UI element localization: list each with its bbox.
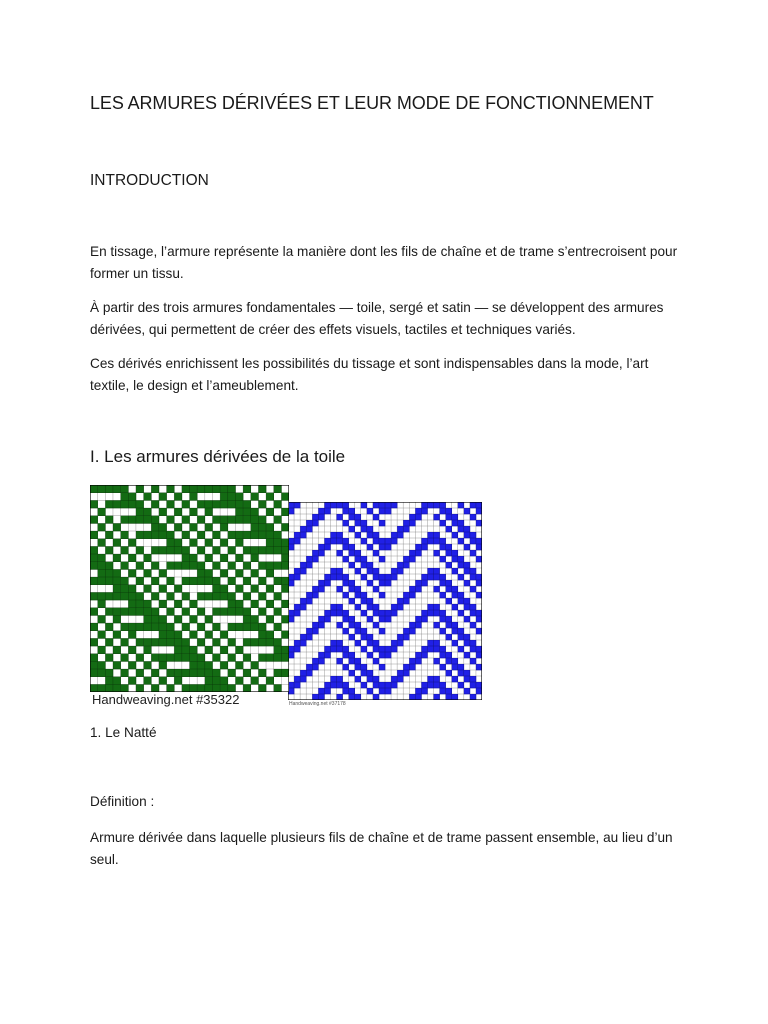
intro-paragraph-2: À partir des trois armures fondamentales — toile, sergé et satin — se développent des armures dérivées, qui permettent de créer des effets visuels, tactiles et techniques variés. [90, 300, 664, 337]
subsection-heading: 1. Le Natté [90, 725, 157, 740]
document-title: LES ARMURES DÉRIVÉES ET LEUR MODE DE FONCTIONNEMENT [90, 93, 654, 113]
intro-paragraph-1: En tissage, l’armure représente la manière dont les fils de chaîne et de trame s’entrecroisent pour former un tissu. [90, 244, 678, 281]
blue-draft-caption: Handweaving.net #37178 [289, 701, 346, 707]
definition-label: Définition : [90, 794, 155, 809]
green-draft-caption: Handweaving.net #35322 [92, 692, 240, 707]
introduction-heading: INTRODUCTION [90, 172, 209, 189]
intro-paragraph-3: Ces dérivés enrichissent les possibilités du tissage et sont indispensables dans la mode, l’art textile, le design et l’ameublement. [90, 356, 649, 393]
section-heading: I. Les armures dérivées de la toile [90, 447, 346, 466]
definition-paragraph: Armure dérivée dans laquelle plusieurs fils de chaîne et de trame passent ensemble, au lieu d’un seul. [90, 830, 673, 867]
green-weave-draft-image [90, 485, 289, 692]
blue-weave-draft-image [288, 502, 482, 700]
